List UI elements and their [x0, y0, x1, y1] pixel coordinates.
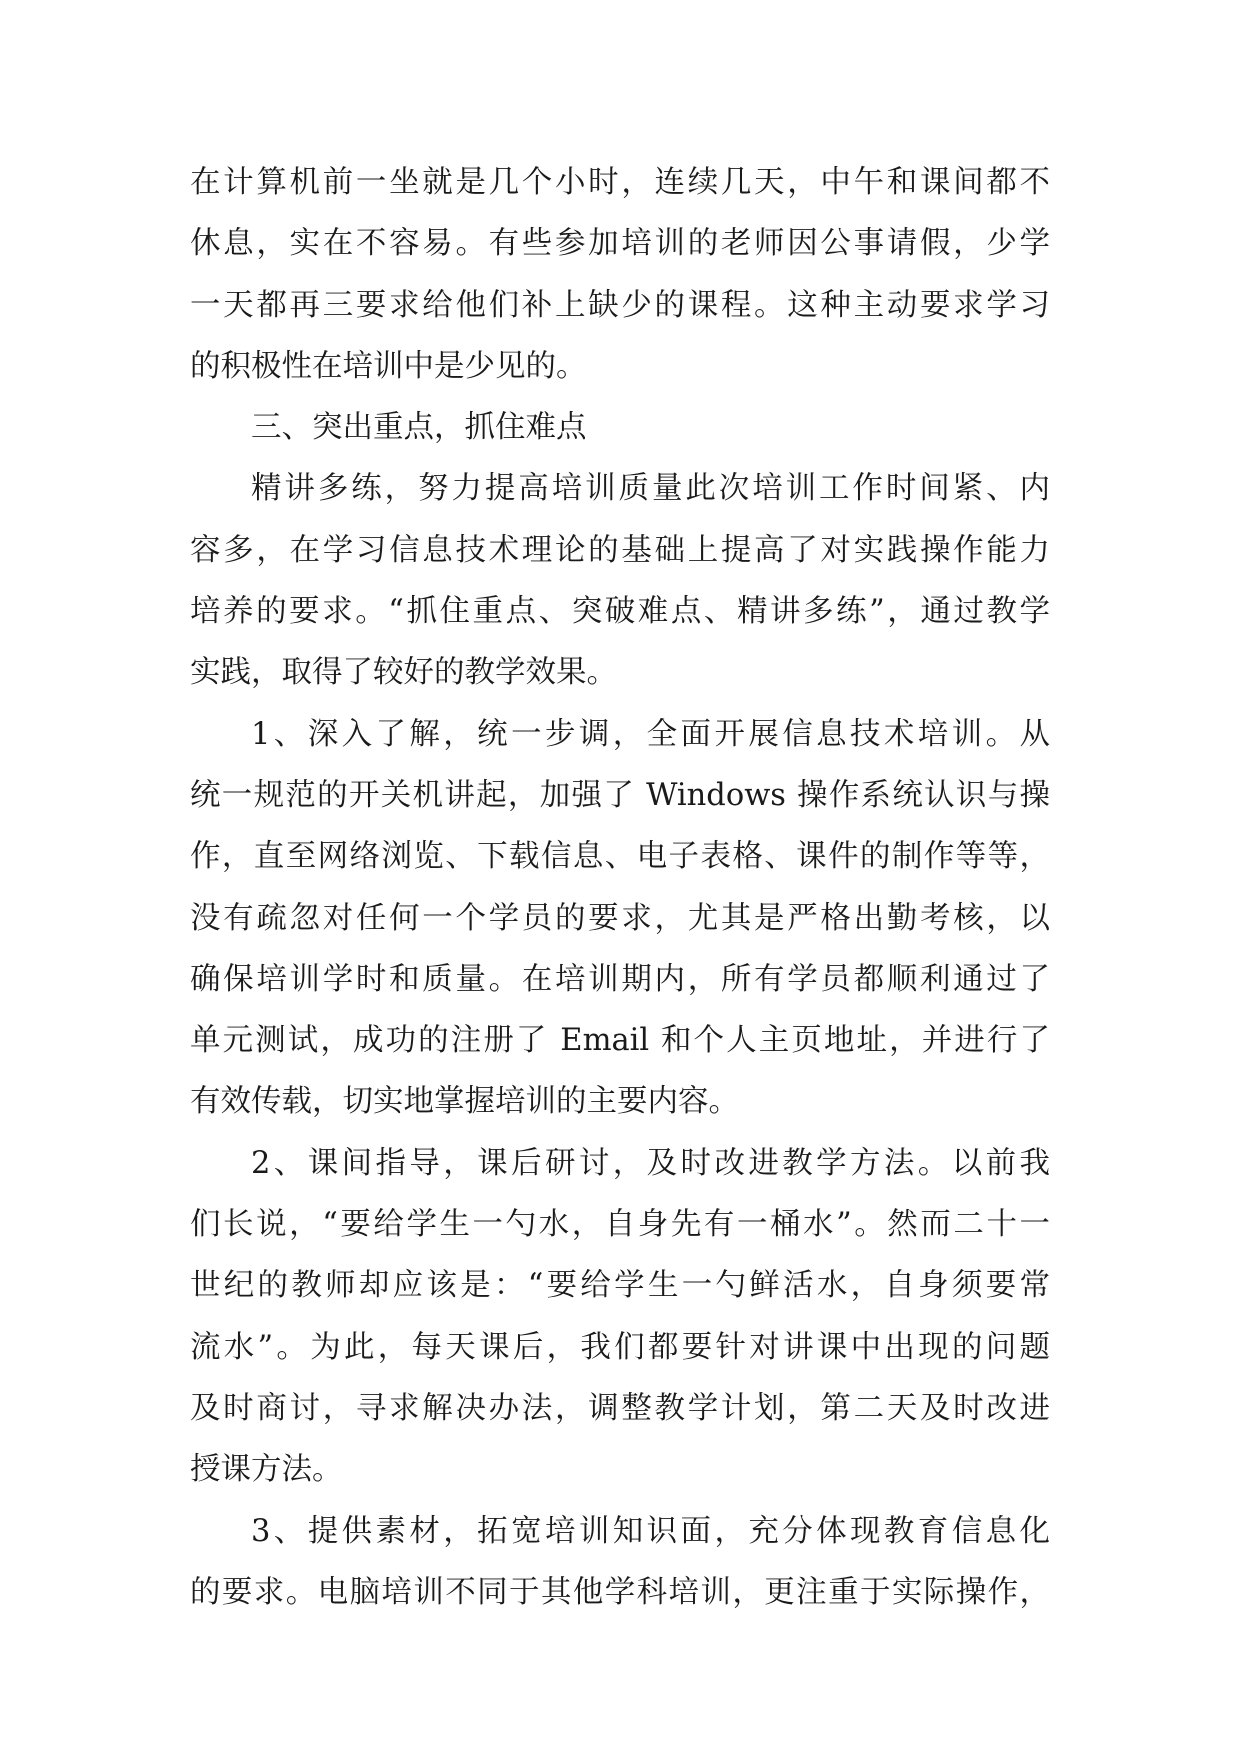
paragraph-line: 统一规范的开关机讲起，加强了 Windows 操作系统认识与操 [190, 777, 1050, 813]
paragraph-line: 休息，实在不容易。有些参加培训的老师因公事请假，少学 [190, 226, 1050, 262]
paragraph-line: 1、深入了解，统一步调，全面开展信息技术培训。从 [251, 716, 1050, 752]
paragraph-line: 确保培训学时和质量。在培训期内，所有学员都顺利通过了 [190, 961, 1050, 997]
paragraph-line: 没有疏忽对任何一个学员的要求，尤其是严格出勤考核，以 [190, 900, 1050, 936]
paragraph-line: 的要求。电脑培训不同于其他学科培训，更注重于实际操作， [190, 1574, 1050, 1610]
paragraph-line: 授课方法。 [190, 1452, 343, 1488]
section-heading: 三、突出重点，抓住难点 [251, 410, 587, 446]
paragraph-line: 在计算机前一坐就是几个小时，连续几天，中午和课间都不 [190, 165, 1050, 200]
paragraph-line: 3、提供素材，拓宽培训知识面，充分体现教育信息化 [251, 1513, 1050, 1549]
paragraph-line: 一天都再三要求给他们补上缺少的课程。这种主动要求学习 [190, 287, 1050, 323]
paragraph-line: 培养的要求。“抓住重点、突破难点、精讲多练”，通过教学 [190, 594, 1050, 630]
paragraph-line: 及时商讨，寻求解决办法，调整教学计划，第二天及时改进 [190, 1390, 1050, 1426]
paragraph-line: 的积极性在培训中是少见的。 [190, 348, 587, 384]
paragraph-line: 世纪的教师却应该是：“要给学生一勺鲜活水，自身须要常 [190, 1268, 1050, 1304]
paragraph-line: 容多，在学习信息技术理论的基础上提高了对实践操作能力 [190, 532, 1050, 568]
paragraph-line: 作，直至网络浏览、下载信息、电子表格、课件的制作等等， [190, 839, 1050, 875]
paragraph-line: 有效传载，切实地掌握培训的主要内容。 [190, 1084, 739, 1120]
paragraph-line: 们长说，“要给学生一勺水，自身先有一桶水”。然而二十一 [190, 1207, 1050, 1243]
paragraph-line: 流水”。为此，每天课后，我们都要针对讲课中出现的问题 [190, 1329, 1050, 1365]
paragraph-line: 2、课间指导，课后研讨，及时改进教学方法。以前我 [251, 1145, 1050, 1181]
paragraph-line: 实践，取得了较好的教学效果。 [190, 655, 617, 691]
paragraph-line: 单元测试，成功的注册了 Email 和个人主页地址，并进行了 [190, 1023, 1050, 1059]
paragraph-line: 精讲多练，努力提高培训质量此次培训工作时间紧、内 [251, 471, 1050, 507]
document-body [190, 152, 1050, 1623]
